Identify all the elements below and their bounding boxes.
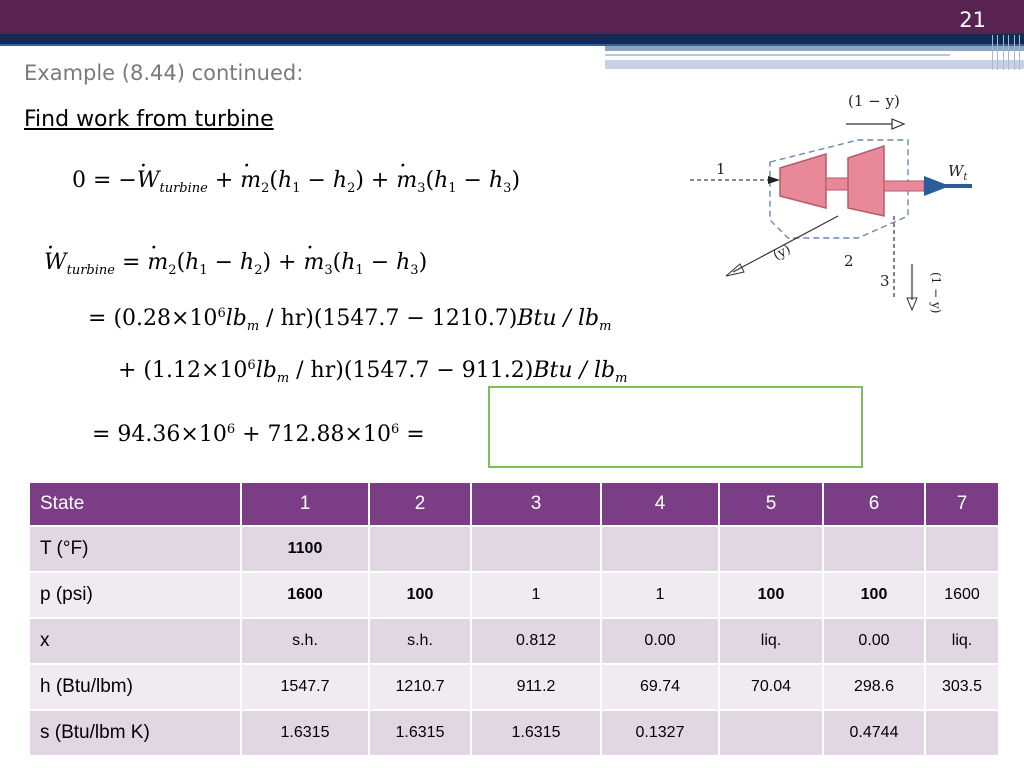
diagram-label-work: $W_t$ bbox=[948, 162, 968, 183]
equation-substitution-1: = $(0.28\times 10^6lb_m / hr)(1547.7 - 1210.7)Btu / lb_m$ bbox=[88, 306, 612, 334]
turbine-shaft-out bbox=[884, 181, 924, 191]
table-cell bbox=[369, 526, 471, 572]
diagram-label-2: 2 bbox=[844, 252, 854, 270]
table-cell: 70.04 bbox=[719, 664, 823, 710]
extraction-arrow-2 bbox=[726, 264, 744, 276]
diagram-label-3: 3 bbox=[880, 272, 890, 290]
table-cell: 1.6315 bbox=[241, 710, 369, 755]
table-cell: 100 bbox=[369, 572, 471, 618]
deco-bar bbox=[605, 46, 1024, 51]
table-cell: liq. bbox=[925, 618, 999, 664]
table-cell: 1547.7 bbox=[241, 664, 369, 710]
table-cell bbox=[925, 526, 999, 572]
table-header-row bbox=[30, 483, 999, 526]
table-cell bbox=[471, 526, 601, 572]
table-cell: 0.4744 bbox=[823, 710, 925, 755]
slide-heading: Find work from turbine bbox=[24, 107, 274, 132]
table-row bbox=[30, 572, 999, 618]
table-cell: 0.812 bbox=[471, 618, 601, 664]
table-cell bbox=[925, 710, 999, 755]
table-cell: 911.2 bbox=[471, 664, 601, 710]
header-stripe bbox=[0, 34, 1024, 44]
slide-subtitle: Example (8.44) continued: bbox=[24, 61, 304, 85]
answer-box bbox=[488, 386, 863, 468]
header-cell: 2 bbox=[369, 483, 471, 526]
top-banner bbox=[0, 0, 1024, 34]
row-label: h (Btu/lbm) bbox=[30, 664, 241, 710]
flow-arrow-top-head bbox=[892, 119, 904, 129]
row-label: s (Btu/lbm K) bbox=[30, 710, 241, 755]
table-cell bbox=[719, 526, 823, 572]
table-cell: 0.00 bbox=[601, 618, 719, 664]
table-cell: 1.6315 bbox=[369, 710, 471, 755]
table-row bbox=[30, 618, 999, 664]
state-property-table bbox=[30, 483, 1000, 755]
inlet-arrow bbox=[768, 176, 780, 184]
slide-number: 21 bbox=[959, 8, 986, 32]
work-arrow-tail bbox=[924, 184, 972, 188]
table-cell: 1210.7 bbox=[369, 664, 471, 710]
header-cell: 1 bbox=[241, 483, 369, 526]
header-cell: 6 bbox=[823, 483, 925, 526]
table-cell bbox=[601, 526, 719, 572]
header-cell: 3 bbox=[471, 483, 601, 526]
diagram-label-y: (y) bbox=[770, 242, 794, 264]
equation-result: = $94.36\times 10^6 + 712.88\times 10^6$ = bbox=[92, 422, 425, 447]
row-label: x bbox=[30, 618, 241, 664]
deco-bar bbox=[605, 60, 1024, 69]
header-cell: State bbox=[30, 483, 241, 526]
header-cell: 5 bbox=[719, 483, 823, 526]
table-cell: 0.00 bbox=[823, 618, 925, 664]
table-cell: s.h. bbox=[369, 618, 471, 664]
table-cell: 1100 bbox=[241, 526, 369, 572]
table-cell: 100 bbox=[719, 572, 823, 618]
diagram-label-top: (1 − y) bbox=[848, 92, 900, 110]
diagram-label-inlet: 1 bbox=[716, 160, 726, 178]
table-cell: 303.5 bbox=[925, 664, 999, 710]
header-cell: 4 bbox=[601, 483, 719, 526]
table-cell: 298.6 bbox=[823, 664, 925, 710]
equation-energy-balance: 0 = −· $W_{turbine}$ + · $m_2(h_1 - h_2)$ + · $m_3(h_1 - h_3)$ bbox=[72, 168, 520, 196]
table-cell: s.h. bbox=[241, 618, 369, 664]
turbine-shaft-mid bbox=[826, 178, 850, 190]
table-cell bbox=[719, 710, 823, 755]
table-cell: liq. bbox=[719, 618, 823, 664]
table-cell: 100 bbox=[823, 572, 925, 618]
turbine-diagram bbox=[688, 88, 984, 320]
table-row bbox=[30, 664, 999, 710]
table-cell: 1 bbox=[601, 572, 719, 618]
table-cell: 1.6315 bbox=[471, 710, 601, 755]
equation-substitution-2: + $(1.12\times 10^6lb_m / hr)(1547.7 - 911.2)Btu / lb_m$ bbox=[118, 358, 628, 386]
table-cell bbox=[823, 526, 925, 572]
table-cell: 1 bbox=[471, 572, 601, 618]
table-cell: 69.74 bbox=[601, 664, 719, 710]
table-cell: 0.1327 bbox=[601, 710, 719, 755]
diagram-label-1-minus-y: (1 − y) bbox=[929, 272, 943, 314]
table-row bbox=[30, 710, 999, 755]
row-label: p (psi) bbox=[30, 572, 241, 618]
turbine-stage-1 bbox=[780, 154, 826, 208]
header-cell: 7 bbox=[925, 483, 999, 526]
deco-bar bbox=[605, 54, 950, 56]
table-cell: 1600 bbox=[925, 572, 999, 618]
table-cell: 1600 bbox=[241, 572, 369, 618]
turbine-stage-2 bbox=[848, 146, 884, 216]
table-row bbox=[30, 526, 999, 572]
row-label: T (°F) bbox=[30, 526, 241, 572]
equation-turbine-work: · $W_{turbine}$ = · $m_2(h_1 - h_2)$ + · $m_3(h_1 - h_3)$ bbox=[44, 250, 427, 278]
